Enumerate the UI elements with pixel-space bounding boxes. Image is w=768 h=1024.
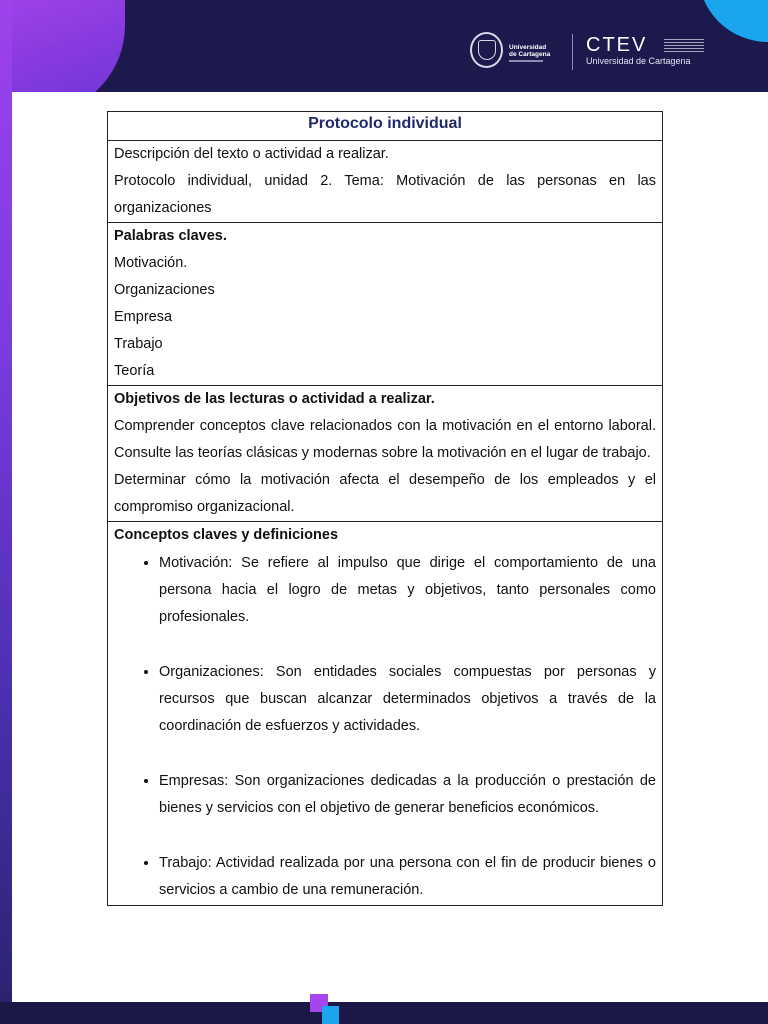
protocol-table — [107, 111, 663, 906]
left-accent-bar — [0, 0, 12, 1002]
university-crest-icon — [470, 32, 503, 68]
keyword-item: Empresa — [114, 309, 173, 325]
description-text: Protocolo individual, unidad 2. Tema: Motivación de las personas en las organizaciones — [114, 173, 656, 216]
concepts-section — [108, 522, 662, 905]
university-name-line2: de Cartagena — [509, 51, 551, 58]
objectives-section — [108, 386, 662, 522]
concepts-list — [114, 549, 656, 904]
decorative-blue-square — [322, 1006, 339, 1024]
logo-divider — [572, 34, 573, 70]
keyword-item: Organizaciones — [114, 282, 215, 298]
concept-item: • Motivación: Se refiere al impulso que dirige el comportamiento de una persona hacia el logro de metas y objetivos, tanto personales como profesionales. — [159, 549, 656, 631]
keyword-item: Teoría — [114, 363, 155, 379]
concept-item: • Trabajo: Actividad realizada por una persona con el fin de producir bienes o servicios a cambio de una remuneración. — [159, 849, 656, 904]
university-name-line1: Universidad — [509, 44, 547, 51]
objectives-paragraph: Comprender conceptos clave relacionados con la motivación en el entorno laboral. Consulte las teorías clásicas y modernas sobre la motivación en el lugar de trabajo. — [114, 418, 656, 461]
ctev-tagline-graphic — [664, 39, 704, 53]
objectives-label: Objetivos de las lecturas o actividad a realizar. — [114, 391, 435, 407]
description-label: Descripción del texto o actividad a realizar. — [114, 146, 389, 162]
concepts-label: Conceptos claves y definiciones — [114, 527, 339, 543]
decorative-purple-shape — [0, 0, 125, 92]
keyword-item: Trabajo — [114, 336, 163, 352]
concept-item: • Empresas: Son organizaciones dedicadas a la producción o prestación de bienes y servicios con el objetivo de generar beneficios económicos. — [159, 767, 656, 822]
keywords-label: Palabras claves. — [114, 228, 227, 244]
university-underline — [509, 60, 543, 62]
keyword-item: Motivación. — [114, 255, 188, 271]
table-title: Protocolo individual — [108, 112, 662, 141]
ctev-wordmark: CTEV — [586, 34, 648, 56]
description-section — [108, 141, 662, 223]
ctev-subtitle: Universidad de Cartagena — [586, 56, 691, 66]
header-band — [0, 0, 768, 92]
concept-item: • Organizaciones: Son entidades sociales compuestas por personas y recursos que buscan alcanzar determinados objetivos a través de la coordinación de esfuerzos y actividades. — [159, 658, 656, 740]
ctev-logo — [586, 34, 716, 70]
objectives-paragraph: Determinar cómo la motivación afecta el desempeño de los empleados y el compromiso organizacional. — [114, 472, 656, 515]
keywords-section — [108, 223, 662, 386]
universidad-de-cartagena-logo — [470, 32, 550, 70]
